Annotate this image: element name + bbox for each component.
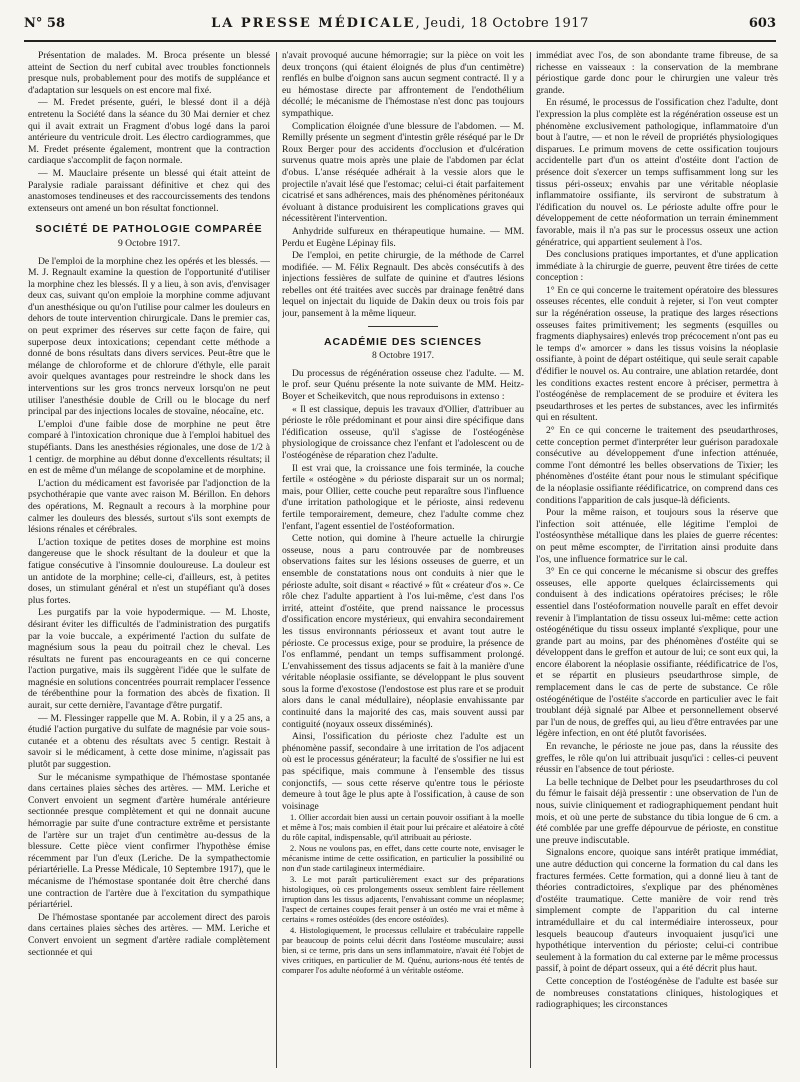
paragraph: De l'emploi de la morphine chez les opérés et les blessés. — M. J. Regnault examine la question de l'opportunité d'utiliser la morphine chez les blessés. Il y a lieu, à son avis, d'envisager deux cas, suivant qu'on emploie la morphine comme adjuvant d'un anesthésique ou qu'on l'utilise pour calmer les douleurs en dehors de toute intervention chirurgicale. Dans le premier cas, on peut exprimer des réserves sur cette façon de faire, qui superpose deux intoxications; cependant cette méthode a donné de bons résultats dans divers services. Peut-être que le mélange de chloroforme et de chlorure d'éthyle, elle parait avoir quelques avantages pour restreindre le shock dans les interventions sur les gros troncs nerveux lorsqu'on ne peut utiliser l'anesthésie double de Crill ou le blocage du nerf principal par des injections locales de stovaïne, néocaïne, etc. [28,255,270,418]
paragraph: Les purgatifs par la voie hypodermique. — M. Lhoste, désirant éviter les difficultés de l'administration des purgatifs par la voie buccale, a expérimenté l'action du sulfate de magnésium sous la peau du poitrail chez le cheval. Les résultats ne furent pas encourageants en ce qui concerne l'action purgative, mais ils suggèrent l'idée que le sulfate de magnésie en solutions concentrées pourrait remplacer l'essence de térébenthine pour la formation des abcès de fixation. Il aurait, sur cette dernière, l'avantage d'être purgatif. [28,607,270,712]
paragraph: Anhydride sulfureux en thérapeutique humaine. — MM. Perdu et Eugène Lépinay fils. [282,225,524,249]
section-separator [368,326,438,327]
paragraph: — M. Mauclaire présente un blessé qui était atteint de Paralysie radiale paraissant définitive et chez qui des anastomoses tendineuses et des raccourcissements des tendons extenseurs ont amené un bon résultat fonctionnel. [28,167,270,214]
header-rule [24,40,776,42]
column-divider [276,52,277,1068]
paragraph: immédiat avec l'os, de son abondante trame fibreuse, de sa richesse en vaisseaux : la conservation de la membrane périostique garde donc pour le chirurgien une valeur très grande. [536,50,778,96]
page-number: N° 58 [24,16,65,31]
footnote: 2. Nous ne voulons pas, en effet, dans cette courte note, envisager le mécanisme intime de cette ossification, en particulier la possibilité ou non d'un stade cartilagineux intermédiaire. [282,844,524,874]
paragraph: De l'hémostase spontanée par accolement direct des parois dans certaines plaies sèches des artères. — MM. Leriche et Convert envoient un segment d'artère radiale complètement sectionnée et qui [28,911,270,958]
paragraph: Signalons encore, quoique sans intérêt pratique immédiat, une autre déduction qui concerne la formation du cal dans les fractures fermées. Cette formation, qui a donné lieu à tant de théories contradictoires, s'explique par des phénomènes d'ostéite traumatique. Cette manière de voir rend très simplement compte de l'apparition du cal interne intramédullaire et du cal intermédiaire interosseux, pour lesquels beaucoup d'auteurs invoquaient jusqu'ici une hypothétique intervention du périoste; celui-ci contribue seulement à la formation du cal externe par le même processus passif, à point de départ osseux, qui a été décrit plus haut. [536,847,778,975]
column-1 [28,50,270,1070]
paragraph: Présentation de malades. M. Broca présente un blessé atteint de Section du nerf cubital avec troubles fonctionnels presque nuls, probablement pour des motifs de suppléance et d'adaptation sur lesquels on est encore mal fixé. [28,50,270,96]
footnote: 1. Ollier accordait bien aussi un certain pouvoir ossifiant à la moelle et même à l'os; mais combien il était pour lui précaire et aléatoire à côté du rôle capital, indispensable, qu'il attribuait au périoste. [282,813,524,843]
paragraph: De l'emploi, en petite chirurgie, de la méthode de Carrel modifiée. — M. Félix Regnault. Des abcès consécutifs à des injections fessières de sulfate de quinine et d'autres lésions rebelles ont été traitées avec succès par drainage fenêtré dans lequel on injectait du liquide de Dakin deux ou trois fois par jour, pansement à la même liqueur. [282,250,524,320]
footnote: 3. Le mot paraît particulièrement exact sur des préparations histologiques, où ces prolongements osseux semblent faire réellement irruption dans les tissus adjacents, l'envahissant comme un néoplasme; l'aspect de certaines coupes ferait penser à un ostéo me vrai et même à certains « romes ostéoïdes (des encore ostéoïdes). [282,875,524,925]
paragraph: Complication éloignée d'une blessure de l'abdomen. — M. Remilly présente un segment d'intestin grêle réséqué par le Dr Roux Berger pour des accidents d'occlusion et d'ulcération survenus quatre mois après une plaie de l'abdomen par éclat d'obus. L'anse réséquée adhérait à la vessie alors que le projectile n'avait lésé que l'estomac; celui-ci était parfaitement cicatrisé et sans adhérences, mais des phénomènes péritonéaux évoluant à distance produisirent les complications graves qui nécessitèrent l'intervention. [282,120,524,225]
paragraph: La belle technique de Delbet pour les pseudarthroses du col du fémur le faisait déjà pressentir : une observation de l'un de nous, suivie cliniquement et radiographiquement pendant huit mois, et où une perte de substance du tibia longue de 6 cm. a été comblée par une greffe dépourvue de périoste, en constitue une preuve indiscutable. [536,776,778,846]
folio: 603 [748,16,776,31]
section-heading: ACADÉMIE DES SCIENCES [323,335,483,348]
paragraph: — M. Fredet présente, guéri, le blessé dont il a déjà entretenu la Société dans la séance du 30 Mai dernier et chez qui il avait extrait un Fragment d'obus logé dans la paroi antérieure du ventricule droit. Les électro cardiogrammes, que M. Fredet présente également, montrent que la contraction cardiaque s'accomplit de façon normale. [28,97,270,167]
paragraph: Ainsi, l'ossification du périoste chez l'adulte est un phénomène passif, secondaire à une irritation de l'os adjacent où est le processus générateur; la faculté de s'ossifier ne lui est pas spécifique, mais commune à l'ensemble des tissus conjonctifs, — sous cette réserve qu'entre tous le périoste demeure à tout âge le plus apte à l'ossification, à cause de son voisinage [282,731,524,812]
page-header [24,10,776,44]
column-3 [536,50,778,1070]
paragraph: 1° En ce qui concerne le traitement opératoire des blessures osseuses récentes, elle conduit à rejeter, si l'on veut compter sur la régénération osseuse, la pratique des larges résections osseuses faites primitivement; les segments (esquilles ou fragments diaphysaires) enlevés trop précocement n'ont pas eu le temps d'« amorcer » dans les tissus voisins la néoplasie ossifiante, à point de départ ostéitique, qui seule serait capable d'édifier le nouvel os. Au contraire, une ablation retardée, dont les conditions exactes restent encore à préciser, permettra à l'ostéogénèse de remplacement de se produire et évitera les pseudarthroses et les pertes de substances, avec les infirmités qui en résultent. [536,284,778,424]
paragraph: 3° En ce qui concerne le mécanisme si obscur des greffes osseuses, elle apporte quelques éclaircissements qui conduisent à des indications opératoires précises; le rôle essentiel dans l'ostéoformation nouvelle paraît en effet devoir revenir à l'implantation de tissu osseux lui-même: cette action ostéogénétique du tissu osseux implanté s'explique, pour une grande part au moins, par des phénomènes d'ostéite qui se développent dans le greffon et autour de lui; ce sont eux qui, la encore élaborent la néoplasie ossifiante, réédificatrice de l'os, et se répartit en plusieurs pseudarthrose simple, de remplacement dans le cas de perte de substance. Ce rôle ostéogénétique de l'ostéite s'accorde en particulier avec le fait troublant déjà signalé par Albee et personnellement observé par l'un de nous, de greffes qui, au lieu d'être entravées par une légère infection, en ont été plutôt favorisées. [536,566,778,740]
running-title [24,16,776,31]
paragraph: Pour la même raison, et toujours sous la réserve que l'infection soit atténuée, elle légitime l'emploi de l'ostéosynthèse métallique dans les plaies de guerre récentes: on peut même escompter, de l'irritation ainsi produite dans l'os, une influence formatrice sur le cal. [536,507,778,565]
footnotes [282,813,524,976]
paragraph: Cette notion, qui domine à l'heure actuelle la chirurgie osseuse, nous a paru controuvée par de nombreuses observations faites sur les lésions osseuses de guerre, et un ensemble de constatations nous ont conduits à nier que le périoste adulte, soit disant « réactivé » fût « créateur d'os ». Ce rôle chez l'adulte appartient à l'os lui-même, c'est dans l'os irrité, atteint d'ostéite, que prend naissance le processus d'ossification encore mystérieux, qui envahira secondairement les tissus environnants périosseux et avant tout autre le périoste. Ce processus exige, pour se produire, la présence de l'os enflammé, pendant un temps suffisamment prolongé. L'envahissement des tissus adjacents se fait à la manière d'une véritable néoplasie ossifiante, se développant le plus souvent sous la forme d'exostose (l'endostose est plus rare et se produit alors dans le canal médullaire), néoplasie envahissante par continuité dans la majorité des cas, mais souvent aussi par contiguité (noyaux osseux disséminés). [282,533,524,730]
paragraph: En revanche, le périoste ne joue pas, dans la réussite des greffes, le rôle qu'on lui attribuait jusqu'ici : celles-ci peuvent réussir en l'absence de tout périoste. [536,741,778,776]
column-divider [530,52,531,1068]
paragraph: Des conclusions pratiques importantes, et d'une application immédiate à la chirurgie de guerre, peuvent être tirées de cette conception : [536,249,778,284]
paragraph: L'emploi d'une faible dose de morphine ne peut être comparé à l'intoxication chronique due à l'emploi habituel des stupéfiants. Dans les anesthésies régionales, une dose de 1/2 à 1 centigr. de morphine au début donne d'excellents résultats; il en est de même d'un mélange de scopolamine et de morphine. [28,418,270,477]
paragraph: Cette conception de l'ostéogénèse de l'adulte est basée sur de nombreuses constatations cliniques, histologiques et radiographiques; les circonstances [536,975,778,1011]
publication-name: LA PRESSE MÉDICALE [211,16,416,31]
section-date: 9 Octobre 1917. [117,237,181,249]
paragraph: Il est vrai que, la croissance une fois terminée, la couche fertile « ostéogène » du périoste disparait sur un os normal; mais, pour Ollier, cette couche peut reparaître sous l'influence d'une irritation pathologique et le périoste, ainsi redevenu fertile temporairement, demeure, chez l'adulte comme chez l'enfant, l'agent essentiel de l'ostéoformation. [282,462,524,532]
paragraph: n'avait provoqué aucune hémorragie; sur la pièce on voit les deux tronçons (qui étaient éloignés de plus d'un centimètre) renflés en bulbe d'oignon sans aucun segment contracté. Il y a eu hémostase directe par affrontement de l'endothélium décollé; le mécanisme de l'hémostase n'est donc pas toujours sympathique. [282,50,524,119]
paragraph: 2° En ce qui concerne le traitement des pseudarthroses, cette conception permet d'interpréter leur guérison paradoxale consécutive au développement d'une infection atténuée, comme l'ont démontré les belles observations de Tixier; les phénomènes d'ostéite étant pour nous le stimulant spécifique de la néoplasie ossifiante réédificatrice, on comprend dans ces conditions l'apparition de cals jusque-là déficients. [536,425,778,506]
section-heading: SOCIÉTÉ DE PATHOLOGIE COMPARÉE [35,223,263,236]
paragraph: Sur le mécanisme sympathique de l'hémostase spontanée dans certaines plaies sèches des artères. — MM. Leriche et Convert envoient un segment d'artère humérale antérieure sectionnée presque complètement et qui ne donnait aucune hémorragie par suite d'une contracture extrême et persistante de l'artère sur un trajet d'un centimètre au-dessus de la blessure. Cette pièce vient confirmer l'hypothèse émise récemment par l'un d'eux (Leriche. De la sympathectomie périartérielle. La Presse Médicale, 10 Septembre 1917), que le mécanisme de l'hémostase spontanée doit être cherché dans une contraction de l'artère due à l'excitation du sympathique périartériel. [28,771,270,911]
paragraph: — M. Flessinger rappelle que M. A. Robin, il y a 25 ans, a étudié l'action purgative du sulfate de magnésie par voie sous-cutanée et a obtenu des résultats avec 5 centigr. Restait à savoir si le médicament, à cette dose minime, n'agissait pas plutôt par suggestion. [28,712,270,771]
paragraph: Du processus de régénération osseuse chez l'adulte. — M. le prof. seur Quénu présente la note suivante de MM. Heitz-Boyer et Scheikevitch, que nous reproduisons in extenso : [282,367,524,403]
paragraph: L'action toxique de petites doses de morphine est moins dangereuse que le shock résultant de la douleur et que la fatigue consécutive à l'insomnie douloureuse. La douleur est un antidote de la morphine; celle-ci, d'ailleurs, est, à petites doses, un stimulant général et n'est un stupéfiant qu'à doses plus fortes. [28,536,270,606]
issue-date: , Jeudi, 18 Octobre 1917 [415,16,589,31]
section-date: 8 Octobre 1917. [371,350,435,362]
footnote: 4. Histologiquement, le processus cellulaire et trabéculaire rappelle par beaucoup de points celui décrit dans l'ostéome musculaire; aussi bien, si ce terme, pris dans un sens inflammatoire, n'avait été l'objet de vives critiques, en particulier de M. Quénu, aurions-nous été tentés de comparer l'os adulte néoformé à un véritable ostéome. [282,926,524,976]
paragraph: L'action du médicament est favorisée par l'adjonction de la psychothérapie que vante avec raison M. Bérillon. En dehors des opérations, M. Regnault a recours à la morphine pour calmer les douleurs des blessés, surtout s'ils sont exempts de lésions rénales et cérébrales. [28,477,270,536]
paragraph: En résumé, le processus de l'ossification chez l'adulte, dont l'expression la plus complète est la régénération osseuse est un phénomène exclusivement pathologique, inflammatoire d'un bout à l'autre, — et non le réveil de propriétés physiologiques disparues. Le primum movens de cette ossification toujours accidentelle part d'un os atteint d'ostéite dont l'action de présence doit s'exercer un temps suffisamment long sur les tissus péri-osseux; envahis par une véritable néoplasie inflammatoire ossifiante, ils serviront de substratum à l'édification du nouvel os. Le périoste adulte offre pour le développement de cette néoformation un terrain éminemment favorable, mais il n'a pas sur le processus osseux une action génératrice, qui appartient seulement à l'os. [536,97,778,248]
paragraph: « Il est classique, depuis les travaux d'Ollier, d'attribuer au périoste le rôle prédominant et pour ainsi dire spécifique dans l'édification osseuse, qu'il s'agisse de l'ostéogénèse physiologique de croissance chez l'enfant et l'adolescent ou de l'ostéogénèse de réparation chez l'adulte. [282,403,524,461]
column-2 [282,50,524,1070]
